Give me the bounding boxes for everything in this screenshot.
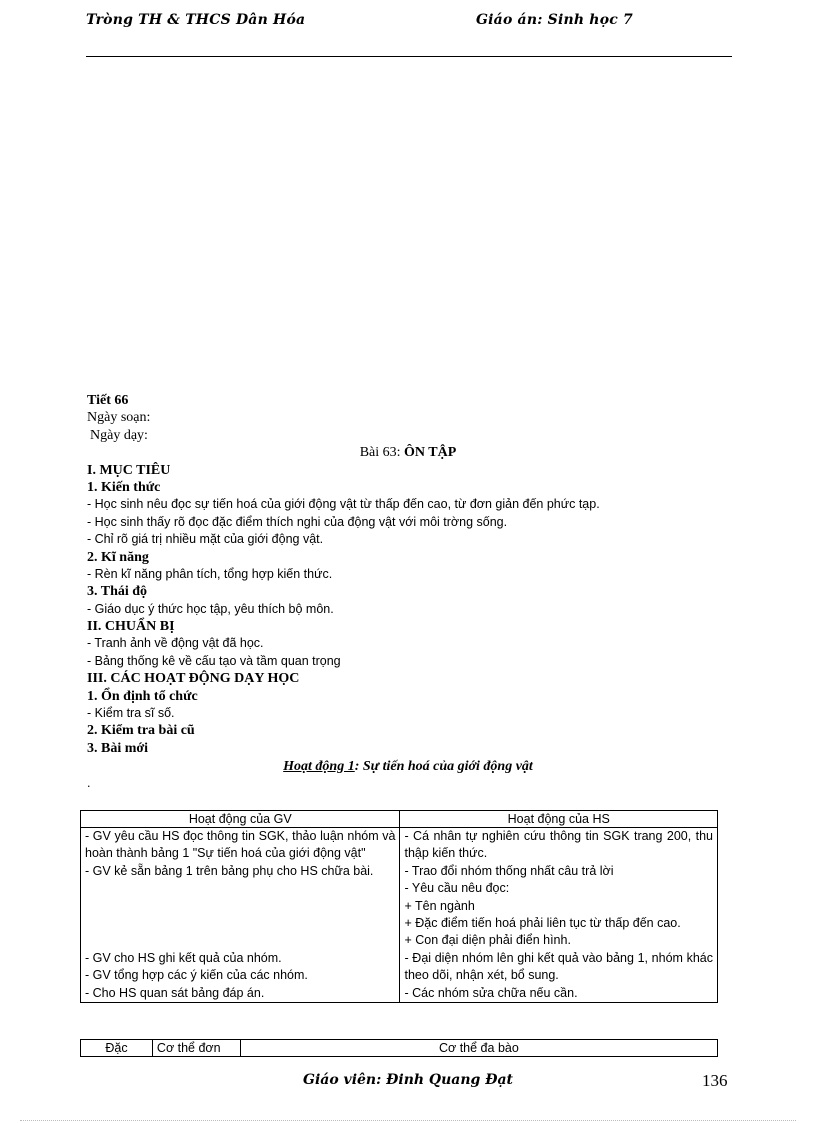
- gv-cell: [81, 828, 400, 1003]
- cell-line: - Cá nhân tự nghiên cứu thông tin SGK trang 200, thu thập kiến thức.: [404, 829, 713, 861]
- table-row: [81, 1040, 718, 1057]
- lesson-title-prefix: Bài 63:: [359, 445, 405, 460]
- cell-line: - Các nhóm sửa chữa nếu cần.: [404, 985, 578, 1000]
- activity-title: [0, 759, 816, 775]
- section-preparation: II. CHUẨN BỊ: [87, 619, 175, 635]
- lesson-title-main: ÔN TẬP: [404, 445, 457, 460]
- table-header-row: [81, 811, 718, 828]
- cell-line: - GV yêu cầu HS đọc thông tin SGK, thảo luận nhóm và hoàn thành bảng 1 "Sự tiến hoá của giới động vật": [85, 829, 396, 861]
- lesson-title: [0, 445, 816, 461]
- section-activities: III. CÁC HOẠT ĐỘNG DẠY HỌC: [87, 671, 300, 687]
- list-item: - Tranh ảnh về động vật đã học.: [87, 636, 264, 651]
- table-header-gv: Hoạt động của GV: [81, 811, 400, 828]
- table-cell: Đặc: [81, 1040, 153, 1057]
- table-cell: Cơ thể đơn: [152, 1040, 240, 1057]
- table-header-hs: Hoạt động của HS: [400, 811, 718, 828]
- subsection-new-lesson: 3. Bài mới: [87, 740, 149, 756]
- cell-line: + Con đại diện phải điển hình.: [404, 933, 571, 948]
- cell-line: - GV cho HS ghi kết quả của nhóm.: [85, 950, 282, 965]
- period-label: Tiết 66: [87, 393, 129, 408]
- list-item: - Giáo dục ý thức học tập, yêu thích bộ môn.: [87, 601, 334, 616]
- footer-teacher: Giáo viên: Đinh Quang Đạt: [303, 1072, 513, 1088]
- page-bottom-divider: [20, 1120, 796, 1121]
- subsection-organization: 1. Ổn định tổ chức: [87, 688, 198, 704]
- section-objectives: I. MỤC TIÊU: [87, 462, 171, 478]
- list-item: - Rèn kĩ năng phân tích, tổng hợp kiến thức.: [87, 566, 333, 581]
- table-row: [81, 828, 718, 1003]
- cell-line: - GV tổng hợp các ý kiến của các nhóm.: [85, 968, 308, 983]
- cell-line: + Đặc điểm tiến hoá phải liên tục từ thấp đến cao.: [404, 916, 681, 931]
- teach-date-label: Ngày dạy:: [90, 427, 148, 443]
- cell-line: - Đại diện nhóm lên ghi kết quả vào bảng 1, nhóm khác theo dõi, nhận xét, bổ sung.: [404, 950, 713, 983]
- list-item: - Chỉ rõ giá trị nhiều mặt của giới động vật.: [87, 532, 324, 547]
- cell-line: - Cho HS quan sát bảng đáp án.: [85, 985, 265, 1000]
- prep-date-label: Ngày soạn:: [87, 410, 151, 426]
- list-item: - Học sinh thấy rõ đọc đặc điểm thích nghi của động vật với môi trờng sống.: [87, 514, 508, 529]
- evolution-table: [80, 1039, 718, 1057]
- list-item: - Kiểm tra sĩ số.: [87, 706, 175, 721]
- stray-dot: .: [87, 775, 91, 790]
- subsection-attitude: 3. Thái độ: [87, 584, 148, 600]
- list-item: - Học sinh nêu đọc sự tiến hoá của giới động vật từ thấp đến cao, từ đơn giản đến phức tạp.: [87, 497, 600, 512]
- cell-line: - Yêu cầu nêu đọc:: [404, 881, 510, 896]
- hs-cell: [400, 828, 718, 1003]
- subsection-review: 2. Kiểm tra bài cũ: [87, 723, 195, 739]
- subsection-skills: 2. Kĩ năng: [87, 549, 149, 565]
- cell-line: - GV kẻ sẵn bảng 1 trên bảng phụ cho HS chữa bài.: [85, 863, 374, 878]
- subsection-knowledge: 1. Kiến thức: [87, 479, 161, 495]
- table-cell: Cơ thể đa bào: [240, 1040, 717, 1057]
- activity-table: [80, 810, 718, 1003]
- header-rule: [86, 56, 732, 57]
- page-number: 136: [702, 1071, 728, 1090]
- activity-name: : Sự tiến hoá của giới động vật: [354, 759, 533, 774]
- header-subject: Giáo án: Sinh học 7: [476, 12, 633, 28]
- header-school: Tròng TH & THCS Dân Hóa: [86, 12, 306, 28]
- cell-line: + Tên ngành: [404, 898, 475, 913]
- list-item: - Bảng thống kê về cấu tạo và tầm quan trọng: [87, 653, 341, 668]
- activity-label: Hoạt động 1: [283, 759, 355, 774]
- cell-gap: [85, 880, 395, 950]
- cell-line: - Trao đổi nhóm thống nhất câu trả lời: [404, 863, 614, 878]
